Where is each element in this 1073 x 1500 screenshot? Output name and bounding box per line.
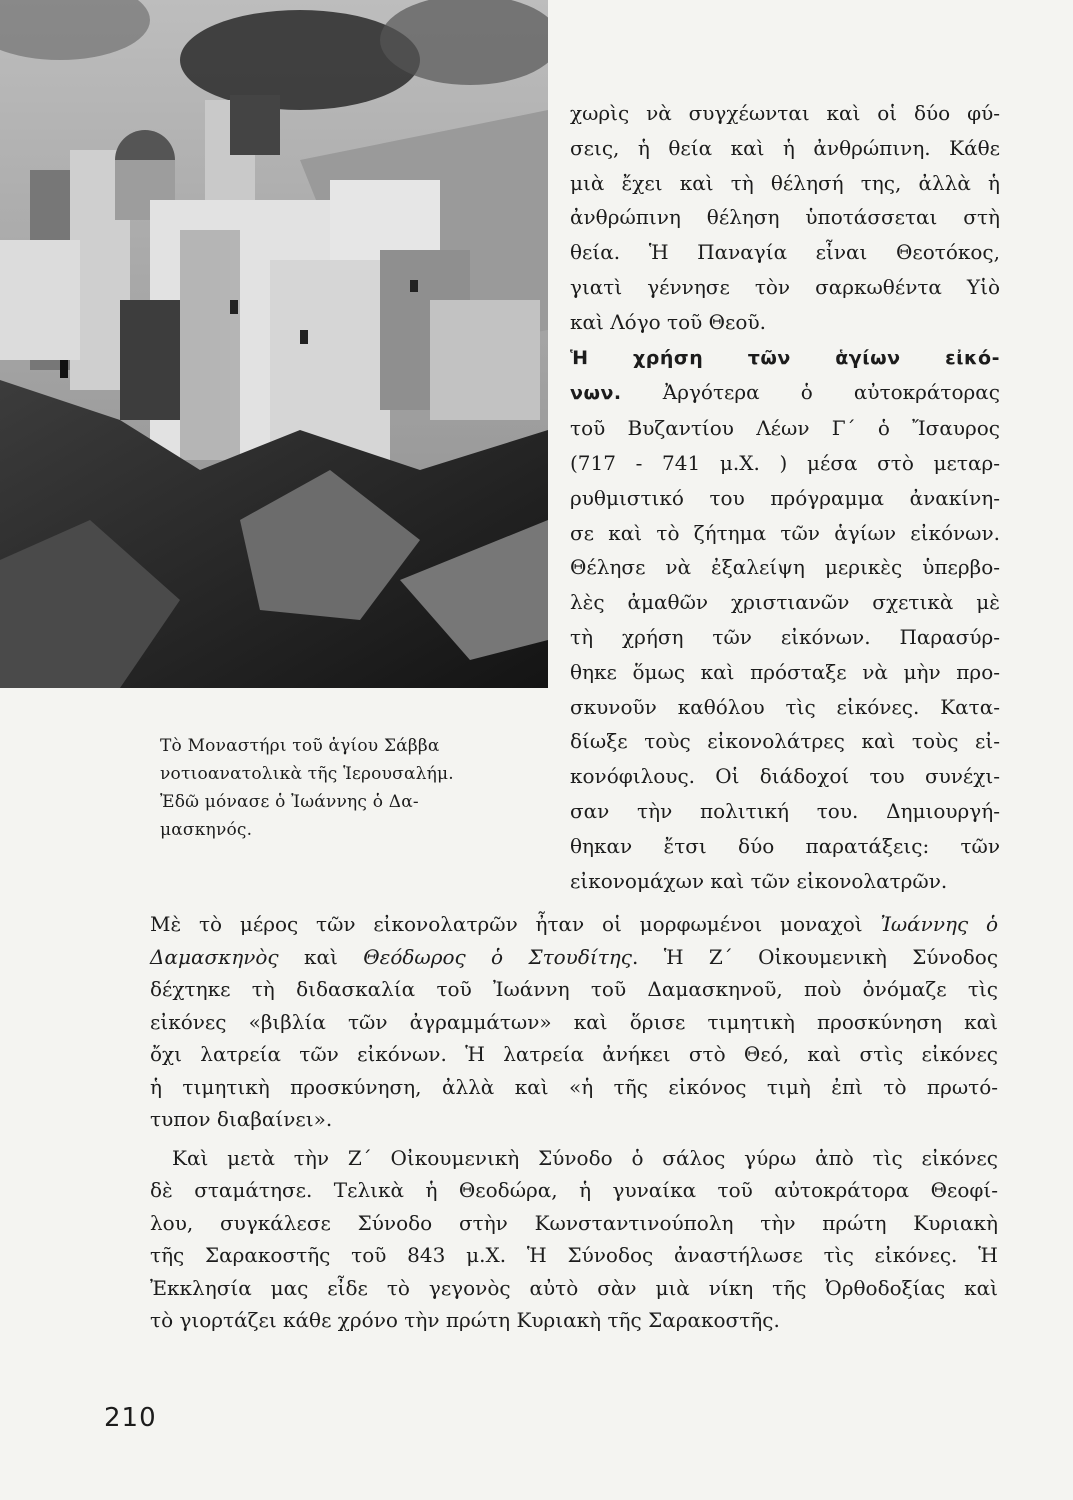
name-italic: Δαμασκηνὸς [150, 944, 279, 969]
text-fragment: καὶ [303, 944, 338, 969]
caption-line: Ἐδῶ μόνασε ὁ Ἰωάννης ὁ Δα- [160, 792, 419, 812]
monastery-photo [0, 0, 548, 688]
text-line [150, 941, 998, 974]
text-line [570, 375, 1000, 411]
section-heading-line [570, 340, 1000, 376]
text-line: μιὰ ἔχει καὶ τὴ θέλησή της, ἀλλὰ ἡ [570, 170, 1000, 195]
text-line: ἀνθρώπινη θέληση ὑποτάσσεται στὴ [570, 205, 1000, 230]
text-line: δὲ σταμάτησε. Τελικὰ ἡ Θεοδώρα, ἡ γυναίκα τοῦ αὐτοκράτορα Θεοφί- [150, 1178, 998, 1202]
text-line: Καὶ μετὰ τὴν Ζ΄ Οἰκουμενικὴ Σύνοδο ὁ σάλος γύρω ἀπὸ τὶς εἰκόνες [172, 1145, 998, 1170]
text-line: κονόφιλους. Οἱ διάδοχοί του συνέχι- [570, 764, 1000, 789]
text-line: δέχτηκε τὴ διδασκαλία τοῦ Ἰωάννη τοῦ Δαμασκηνοῦ, ποὺ ὀνόμαζε τὶς [150, 977, 998, 1001]
text-line: λὲς ἀμαθῶν χριστιανῶν σχετικὰ μὲ [570, 590, 1000, 615]
name-italic: Θεόδωρος ὁ Στουδίτης [363, 944, 632, 969]
text-line: Θέλησε νὰ ἐξαλείψη μερικὲς ὑπερβο- [570, 555, 1000, 580]
text-line: ρυθμιστικό του πρόγραμμα ἀνακίνη- [570, 485, 1000, 510]
section-heading-end: νων. [570, 382, 622, 405]
text-line: γιατὶ γέννησε τὸν σαρκωθέντα Υἱὸ [570, 274, 1000, 299]
right-column-text [570, 96, 1000, 898]
caption-line: Τὸ Μοναστήρι τοῦ ἁγίου Σάββα [160, 736, 440, 756]
text-line: εἰκόνες «βιβλία τῶν ἀγραμμάτων» καὶ ὅρισε τιμητικὴ προσκύνηση καὶ [150, 1009, 998, 1034]
text-line: τοῦ Βυζαντίου Λέων Γ΄ ὁ Ἴσαυρος [570, 416, 1000, 441]
text-line: (717 - 741 μ.Χ. ) μέσα στὸ μεταρ- [570, 450, 1000, 475]
text-line: θηκαν ἔτσι δύο παρατάξεις: τῶν [570, 833, 1000, 858]
photo-caption [160, 732, 500, 844]
text-line: σκυνοῦν καθόλου τὶς εἰκόνες. Κατα- [570, 694, 1000, 719]
text-line: δίωξε τοὺς εἰκονολάτρες καὶ τοὺς εἰ- [570, 729, 1000, 754]
caption-line: νοτιοανατολικὰ τῆς Ἱερουσαλήμ. [160, 764, 454, 784]
text-line: ἡ τιμητικὴ προσκύνηση, ἀλλὰ καὶ «ἡ τῆς εἰκόνος τιμὴ ἐπὶ τὸ πρωτό- [150, 1074, 998, 1099]
text-fragment: . Ἡ Ζ΄ Οἰκουμενικὴ Σύνοδος [631, 944, 999, 969]
text-line: τὸ γιορτάζει κάθε χρόνο τὴν πρώτη Κυριακὴ τῆς Σαρακοστῆς. [150, 1308, 780, 1332]
text-line: σαν τὴν πολιτική του. Δημιουργή- [570, 798, 1000, 823]
page-number: 210 [104, 1403, 157, 1433]
text-line: χωρὶς νὰ συγχέωνται καὶ οἱ δύο φύ- [570, 101, 1000, 125]
text-line [150, 908, 998, 941]
text-line: θηκε ὅμως καὶ πρόσταξε νὰ μὴν προ- [570, 659, 1000, 684]
section-heading: Ἡ χρήση τῶν ἁγίων εἰκό- [570, 346, 1000, 369]
text-line: εἰκονομάχων καὶ τῶν εἰκονολατρῶν. [570, 868, 948, 893]
text-line: τὴ χρήση τῶν εἰκόνων. Παρασύρ- [570, 624, 1000, 649]
text-line: λου, συγκάλεσε Σύνοδο στὴν Κωνσταντινούπολη τὴν πρώτη Κυριακὴ [150, 1210, 998, 1235]
text-line: τυπον διαβαίνει». [150, 1107, 333, 1131]
text-line: Ἐκκλησία μας εἶδε τὸ γεγονὸς αὐτὸ σὰν μιὰ νίκη τῆς Ὀρθοδοξίας καὶ [150, 1275, 998, 1300]
text-line: καὶ Λόγο τοῦ Θεοῦ. [570, 309, 766, 334]
name-italic: Ἰωάννης ὁ [880, 912, 998, 936]
monastery-photo-icon [0, 0, 548, 688]
text-line: τῆς Σαρακοστῆς τοῦ 843 μ.Χ. Ἡ Σύνοδος ἀναστήλωσε τὶς εἰκόνες. Ἡ [150, 1243, 998, 1267]
full-width-text [150, 908, 998, 1337]
text-line: σεις, ἡ θεία καὶ ἡ ἀνθρώπινη. Κάθε [570, 135, 1000, 160]
text-line: θεία. Ἡ Παναγία εἶναι Θεοτόκος, [570, 240, 1000, 265]
text-fragment: Ἀργότερα ὁ αὐτοκράτορας [662, 380, 1001, 405]
text-fragment: Μὲ τὸ μέρος τῶν εἰκονολατρῶν ἦταν οἱ μορφωμένοι μοναχοὶ [150, 912, 863, 936]
text-line: σε καὶ τὸ ζήτημα τῶν ἁγίων εἰκόνων. [570, 520, 1000, 545]
caption-line: μασκηνός. [160, 820, 253, 840]
text-line: ὄχι λατρεία τῶν εἰκόνων. Ἡ λατρεία ἀνήκει στὸ Θεό, καὶ στὶς εἰκόνες [150, 1042, 998, 1066]
